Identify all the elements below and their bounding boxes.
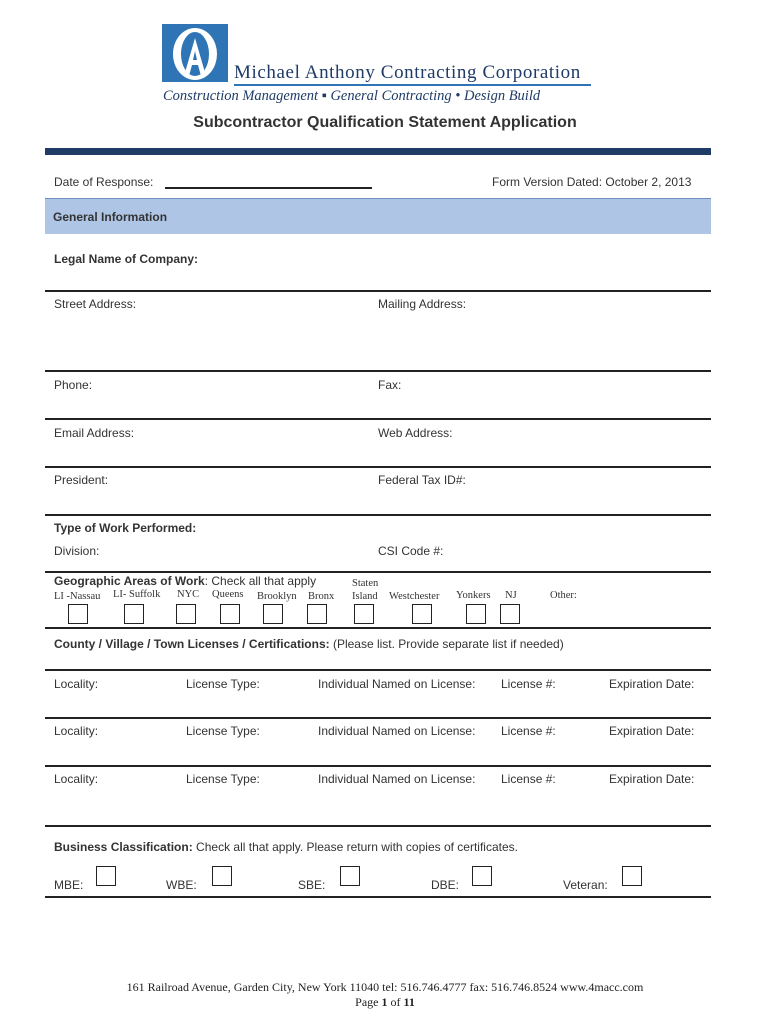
license-row-2-number: License #: <box>501 724 556 738</box>
fax-label: Fax: <box>378 378 402 392</box>
geographic-divider <box>45 627 711 629</box>
title-divider-bar <box>45 148 711 155</box>
checkbox-sbe[interactable] <box>340 866 360 886</box>
area-island-label: Island <box>352 591 378 602</box>
company-tagline: Construction Management ▪ General Contracting • Design Build <box>163 88 541 104</box>
dbe-label: DBE: <box>431 878 460 892</box>
checkbox-veteran[interactable] <box>622 866 642 886</box>
license-row-2-field[interactable] <box>45 765 711 767</box>
license-row-3-field[interactable] <box>45 825 711 827</box>
street-address-label: Street Address: <box>54 297 137 311</box>
veteran-label: Veteran: <box>563 878 608 892</box>
checkbox-yonkers[interactable] <box>466 604 486 624</box>
area-other-label: Other: <box>550 590 577 601</box>
checkbox-brooklyn[interactable] <box>263 604 283 624</box>
email-label: Email Address: <box>54 426 135 440</box>
area-queens-label: Queens <box>212 589 244 600</box>
license-row-1-field[interactable] <box>45 717 711 719</box>
division-csi-field[interactable] <box>45 571 711 573</box>
document-title: Subcontractor Qualification Statement Application <box>193 114 577 131</box>
license-row-1-expiration: Expiration Date: <box>609 677 695 691</box>
license-row-1-type: License Type: <box>186 677 260 691</box>
sbe-label: SBE: <box>298 878 326 892</box>
checkbox-mbe[interactable] <box>96 866 116 886</box>
company-underline <box>234 84 591 86</box>
checkbox-queens[interactable] <box>220 604 240 624</box>
license-row-3-locality: Locality: <box>54 772 99 786</box>
business-classification-heading: Business Classification: Check all that apply. Please return with copies of certificates. <box>54 840 518 854</box>
license-row-3-type: License Type: <box>186 772 260 786</box>
type-of-work-label: Type of Work Performed: <box>54 521 197 535</box>
license-row-3-number: License #: <box>501 772 556 786</box>
license-row-2-individual: Individual Named on License: <box>318 724 476 738</box>
legal-name-field[interactable] <box>45 290 711 292</box>
general-information-header <box>45 198 711 234</box>
date-of-response-field[interactable] <box>165 187 372 189</box>
license-row-1-number: License #: <box>501 677 556 691</box>
license-row-3-individual: Individual Named on License: <box>318 772 476 786</box>
area-li-nassau-label: LI -Nassau <box>54 591 101 602</box>
president-tax-field[interactable] <box>45 514 711 516</box>
federal-tax-id-label: Federal Tax ID#: <box>378 473 466 487</box>
president-label: President: <box>54 473 109 487</box>
email-web-field[interactable] <box>45 466 711 468</box>
license-row-1-individual: Individual Named on License: <box>318 677 476 691</box>
company-name: Michael Anthony Contracting Corporation <box>234 62 581 83</box>
checkbox-bronx[interactable] <box>307 604 327 624</box>
license-row-1-locality: Locality: <box>54 677 99 691</box>
license-row-3-expiration: Expiration Date: <box>609 772 695 786</box>
checkbox-nyc[interactable] <box>176 604 196 624</box>
area-westchester-label: Westchester <box>389 591 440 602</box>
area-nyc-label: NYC <box>177 589 200 600</box>
checkbox-li-suffolk[interactable] <box>124 604 144 624</box>
wbe-label: WBE: <box>166 878 197 892</box>
area-li-suffolk-label: LI- Suffolk <box>113 589 161 600</box>
checkbox-nj[interactable] <box>500 604 520 624</box>
area-nj-label: NJ <box>505 590 517 601</box>
area-yonkers-label: Yonkers <box>456 590 491 601</box>
page-number: Page 1 of 11 <box>355 995 415 1009</box>
licenses-heading: County / Village / Town Licenses / Certifications: (Please list. Provide separate list if needed) <box>54 637 564 651</box>
area-staten-label: Staten <box>352 578 379 589</box>
licenses-divider <box>45 669 711 671</box>
address-field[interactable] <box>45 370 711 372</box>
area-brooklyn-label: Brooklyn <box>257 591 297 602</box>
checkbox-staten-island[interactable] <box>354 604 374 624</box>
general-information-title: General Information <box>53 210 168 224</box>
geographic-areas-label: Geographic Areas of Work: Check all that apply <box>54 574 317 588</box>
phone-label: Phone: <box>54 378 93 392</box>
license-row-2-type: License Type: <box>186 724 260 738</box>
form-version: Form Version Dated: October 2, 2013 <box>492 175 692 189</box>
date-of-response-label: Date of Response: <box>54 175 154 189</box>
division-label: Division: <box>54 544 100 558</box>
csi-code-label: CSI Code #: <box>378 544 444 558</box>
checkbox-li-nassau[interactable] <box>68 604 88 624</box>
checkbox-westchester[interactable] <box>412 604 432 624</box>
area-bronx-label: Bronx <box>308 591 335 602</box>
license-row-2-expiration: Expiration Date: <box>609 724 695 738</box>
mbe-label: MBE: <box>54 878 84 892</box>
footer-address: 161 Railroad Avenue, Garden City, New York 11040 tel: 516.746.4777 fax: 516.746.8524 www.4macc.com <box>126 980 644 994</box>
web-address-label: Web Address: <box>378 426 453 440</box>
phone-fax-field[interactable] <box>45 418 711 420</box>
business-divider <box>45 896 711 898</box>
checkbox-dbe[interactable] <box>472 866 492 886</box>
mailing-address-label: Mailing Address: <box>378 297 467 311</box>
legal-name-label: Legal Name of Company: <box>54 252 199 266</box>
checkbox-wbe[interactable] <box>212 866 232 886</box>
license-row-2-locality: Locality: <box>54 724 99 738</box>
company-logo <box>162 24 228 82</box>
